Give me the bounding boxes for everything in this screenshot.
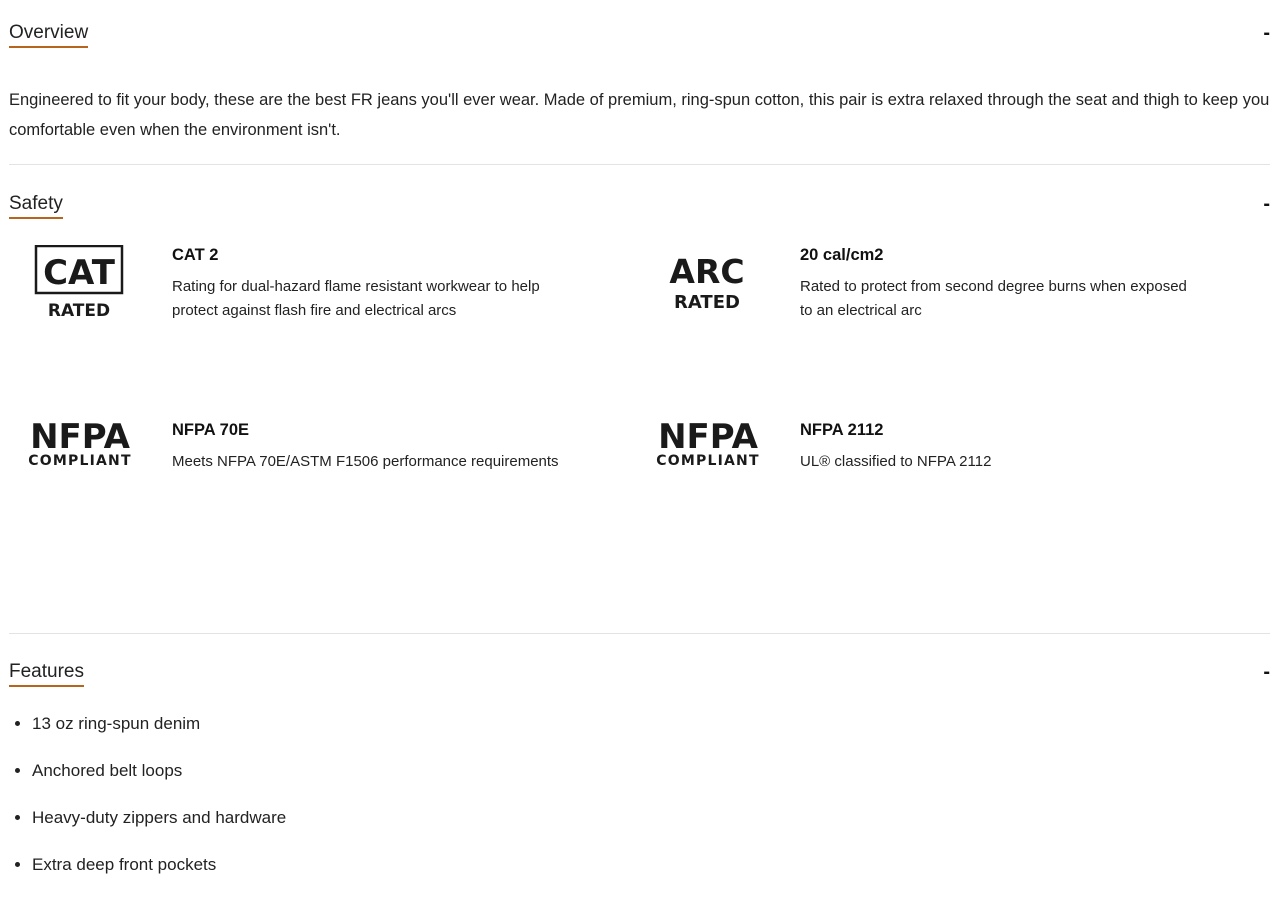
svg-text:CAT: CAT [43,253,115,293]
cat-rated-badge-icon [9,245,149,345]
safety-item-title: NFPA 70E [172,421,250,439]
safety-item-description: Rating for dual-hazard flame resistant workwear to help protect against flash fire and electrical arcs [172,278,540,319]
svg-text:NFPA: NFPA [658,420,758,457]
safety-item-description: UL® classified to NFPA 2112 [800,453,992,470]
features-list [9,714,1270,875]
list-item: • Anchored belt loops [32,761,1270,781]
svg-text:NFPA: NFPA [30,420,130,457]
overview-collapse-toggle[interactable]: - [1263,22,1270,44]
features-header[interactable] [9,634,1270,708]
arc-rated-badge-icon [637,245,777,345]
overview-description: Engineered to fit your body, these are the best FR jeans you'll ever wear. Made of premium, ring-spun cotton, this pair is extra relaxed through the seat and thigh to keep you comfortable even when the environment isn't. [9,91,1270,139]
safety-item-title: CAT 2 [172,246,219,264]
features-collapse-toggle[interactable]: - [1263,661,1270,683]
svg-text:COMPLIANT: COMPLIANT [656,453,760,469]
safety-title: Safety [9,193,63,219]
product-details-accordion [9,0,1270,902]
safety-item-description: Rated to protect from second degree burns when exposed to an electrical arc [800,278,1187,319]
safety-collapse-toggle[interactable]: - [1263,193,1270,215]
nfpa-compliant-badge-icon [637,420,777,520]
overview-section [9,0,1270,165]
nfpa-compliant-badge-icon [9,420,149,520]
safety-item-cat2 [9,245,609,355]
list-item: • Heavy-duty zippers and hardware [32,808,1270,828]
overview-title: Overview [9,22,88,48]
list-item: • Extra deep front pockets [32,855,1270,875]
safety-ratings-grid [9,223,1270,633]
safety-item-title: NFPA 2112 [800,421,884,439]
safety-item-description: Meets NFPA 70E/ASTM F1506 performance requirements [172,453,559,470]
svg-text:RATED: RATED [47,301,111,321]
svg-text:RATED: RATED [674,292,740,313]
safety-section [9,165,1270,634]
features-section [9,634,1270,875]
svg-text:ARC: ARC [669,252,745,291]
safety-item-arc [637,245,1237,355]
svg-text:COMPLIANT: COMPLIANT [28,453,132,469]
safety-item-title: 20 cal/cm2 [800,246,884,264]
features-title: Features [9,661,84,687]
overview-header[interactable] [9,0,1270,60]
safety-item-nfpa-2112 [637,420,1237,530]
safety-item-nfpa-70e [9,420,609,530]
list-item: • 13 oz ring-spun denim [32,714,1270,734]
safety-header[interactable] [9,165,1270,223]
